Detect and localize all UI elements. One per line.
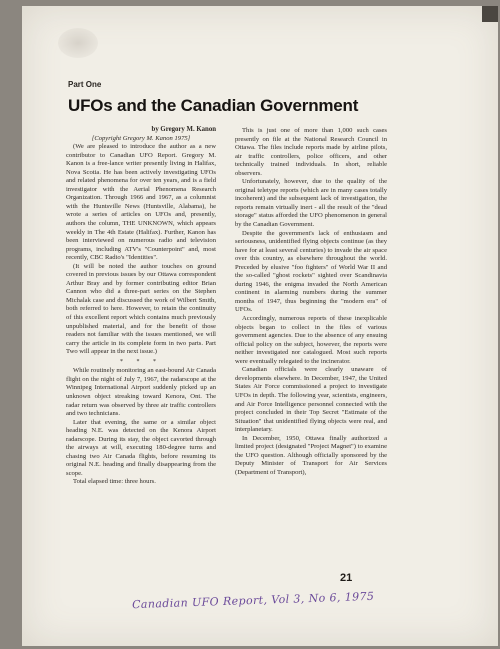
- byline: by Gregory M. Kanon: [151, 126, 216, 133]
- right-column: [235, 127, 387, 477]
- smudge: [58, 28, 98, 58]
- body-paragraph-2: Later that evening, the same or a similar object heading N.E. was detected on the Kenora Airport radarscope. During its stay, the object cavorted through the airways at will, executing 180-degree turns and chasing two Air Canada flights, before resuming its original N.E. heading and finally disappearing from the scope.: [66, 418, 216, 477]
- handwritten-citation: Canadian UFO Report, Vol 3, No 6, 1975: [131, 589, 375, 612]
- section-break-stars: * * *: [120, 358, 162, 365]
- left-column: [66, 126, 216, 487]
- body-paragraph-1: While routinely monitoring an east-bound Air Canada flight on the night of July 7, 1967, the radarscope at the Winnipeg International Airport suddenly picked up an unknown object streaking toward Kenora, Ont. The radar return was observed by three air traffic controllers and two technicians.: [66, 367, 216, 418]
- right-paragraph-1: This is just one of more than 1,000 such cases presently on file at the National Research Council in Ottawa. The files include reports made by airline pilots, air traffic controllers, police officers, and other technically trained individuals. In short, reliable observers.: [235, 127, 387, 177]
- right-paragraph-3: Despite the government's lack of enthusiasm and seriousness, unidentified flying objects continue (as they have for at least several centuries) to invade the air space over this country, as elsewhere throughout the world. Preceded by elusive "foo fighters" of World War II and the so-called "ghost rockets" sighted over Scandinavia during 1946, the enigma invaded the North American continent in alarming numbers during the summer months of 1947, thus beginning the "modern era" of UFOs.: [235, 229, 387, 314]
- intro-paragraph-1: (We are pleased to introduce the author as a new contributor to Canadian UFO Report. Gregory M. Kanon is a free-lance writer presently living in Halifax, Nova Scotia. He has been actively investigating UFOs and related phenomena for over ten years, and is a field investigator with the Aerial Phenomena Research Organization. Through 1966 and 1967, as a columnist with the Huntsville News (Huntsville, Alabama), he wrote a series of articles on UFOs and, presently, authors the column, THE UNKNOWN, which appears weekly in The 4th Estate (Halifax). Further, Kanon has been interviewed on numerous radio and television programs, including ATV's "Counterpoint" and, most recently, CBC Radio's "Identities".: [66, 143, 216, 262]
- article-title: UFOs and the Canadian Government: [68, 96, 359, 115]
- copyright-line: [Copyright Gregory M. Kanon 1975]: [91, 134, 191, 142]
- intro-paragraph-2: (It will be noted the author touches on ground covered in previous issues by our Ottawa correspondent Arthur Bray and by former contributing editor Brian Cannon who did a three-part series on the Stephen Michalak case and discussed the work of Wilbert Smith, both referred to here. However, to retain the continuity of this excellent report which contains much previously unpublished material, and for the benefit of those readers not familiar with the issues mentioned, we will carry the article in its complete form in two parts. Part Two will appear in the next issue.): [66, 262, 216, 356]
- right-paragraph-2: Unfortunately, however, due to the quality of the original teletype reports (which are in many cases totally incoherent) and the subsequent lack of investigation, the reports remain virtually inert - all the result of the "dead storage" status afforded the UFO phenomenon in general by the Canadian Government.: [235, 178, 387, 229]
- right-paragraph-4: Accordingly, numerous reports of these inexplicable objects began to collect in the files of various government agencies. Due to the absence of any ensuing official policy on the subject, however, the reports were neither investigated nor catalogued. Most such reports were eventually relegated to the incinerator.: [235, 315, 387, 365]
- page-number: 21: [340, 572, 353, 584]
- body-paragraph-3: Total elapsed time: three hours.: [73, 478, 156, 486]
- right-paragraph-5: Canadian officials were clearly unaware of developments elsewhere. In December, 1947, the United States Air Force commissioned a project to investigate UFOs in depth. The following year, scientists, engineers, and Air Force Intelligence personnel connected with the project concluded in their Top Secret "Estimate of the Situation" that unidentified flying objects were real, and interplanetary.: [235, 366, 387, 434]
- corner-tab: [482, 6, 498, 22]
- right-paragraph-6: In December, 1950, Ottawa finally authorized a limited project (designated "Project Magnet") to examine the UFO question. Although officially sponsored by the Deputy Minister of Transport for Air Services (Department of Transport),: [235, 434, 387, 476]
- part-label: Part One: [68, 80, 102, 89]
